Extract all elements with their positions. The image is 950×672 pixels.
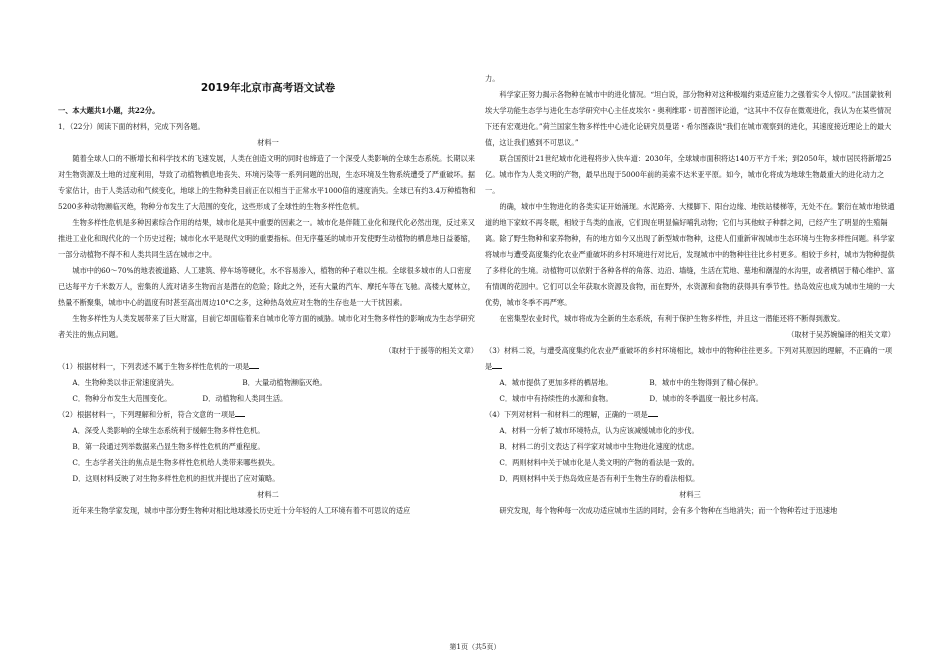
- material3-label: 材料三: [679, 490, 701, 499]
- material1-paragraph: 生物多样性危机是多种因素综合作用的结果，城市化是其中重要的因素之一。城市化是伴随工业化和现代化必然出现，反过来又推进工业化和现代化的一个历史过程；城市化水平是现代文明的重要指标。但无序蔓延的城市开发使野生动植物的栖息地日益萎缩，一部分动植物不得不和人类共同生活在城市之中。: [58, 218, 475, 259]
- material2-paragraph: 科学家正努力揭示各物种在城市中的进化情况。“坦白说，部分物种对这种极端约束适应能力之强着实令人惊叹。”法国蒙彼利埃大学功能生态学与进化生态学研究中心主任皮埃尔・奥利维耶・切普图评论道，“这其中不仅存在微观进化，我认为在某些情况下还有宏观进化。”荷兰国家生物多样性中心进化论研究员曼诺・希尔图森说“我们在城市观察到的进化，其速度接近理论上的最大值，这让我们感到不可思议。”: [485, 90, 892, 147]
- material2-paragraph: 近年来生物学家发现，城市中部分野生物种对相比地球漫长历史近十分年轻的人工环境有着不可思议的适应: [72, 506, 411, 515]
- option-b[interactable]: B．城市中的生物得到了精心保护。: [649, 378, 763, 387]
- material2-paragraph: 的确，城市中生物进化的各类实证开始涌现。水泥路旁、大楼脚下、阳台边缘、地铁站楼梯等，无处不在。繁衍在城市地铁通道的地下家蚊不再冬眠，相较于鸟类的血液，它们现在明显偏好哺乳动物；它们与其他蚊子种群之间，已经产生了明显的生殖隔离。除了野生物种和家养物种，有的地方如今又出现了新型城市物种，这使人们重新审视城市生态环境与生物多样性问题。科学家将城市与遭受高度集约化农业严重破坏的乡村环境进行对比后，发现城市中的物种往往比乡村更多。相较于乡村，城市为物种提供了多样化的生境。动植物可以依附于各种各样的角落、边沿、墙缝，生活在荒地、墓地和潮湿的水沟里，或者栖居于精心维护、富有情调的花园中。它们可以全年获取水资源及食物，而在野外，水资源和食物的获得具有季节性。热岛效应也成为城市生境的一大优势，城市冬季不再严寒。: [485, 202, 895, 307]
- answer-blank[interactable]: [492, 360, 502, 369]
- material2-paragraph: 在密集型农业时代，城市将成为全新的生态系统，有利于保护生物多样性，并且这一潜能还将不断得到激发。: [499, 314, 845, 323]
- right-column: [485, 0, 895, 519]
- material1-source: （取材于于援等的相关文章）: [384, 346, 478, 355]
- material3-paragraph: 研究发现，每个物种每一次成功适应城市生活的同时，会有多个物种在当地消失；而一个物种若过于迅速地: [499, 506, 838, 515]
- section-header: 一、本大题共1小题，共22分。: [58, 106, 160, 115]
- option-a[interactable]: A．城市提供了更加多样的栖居地。: [499, 378, 613, 387]
- answer-blank[interactable]: [235, 408, 245, 417]
- question-2-stem: （2）根据材料一，下列理解和分析，符合文意的一项是: [58, 407, 478, 423]
- question-3-stem: （3）材料二说，与遭受高度集约化农业严重破坏的乡村环境相比，城市中的物种往往更多。下列对其原因的理解，不正确的一项是: [485, 346, 893, 371]
- option-c[interactable]: C．城市中有持续性的水源和食物。: [499, 394, 613, 403]
- material1-label: 材料一: [257, 138, 279, 147]
- material2-paragraph-continued: 力。: [485, 74, 500, 83]
- option-a[interactable]: A．深受人类影响的全球生态系统利于缓解生物多样性危机。: [72, 426, 265, 435]
- question-intro: 1．（22分）阅读下面的材料，完成下列各题。: [58, 122, 205, 131]
- question-3-options: [485, 391, 895, 407]
- option-c[interactable]: C．物种分布发生大范围变化。: [72, 394, 172, 403]
- material2-paragraph: 联合国预计21世纪城市化进程将步入快车道：2030年，全球城市面积将达140万平方千米；到2050年，城市居民将新增25亿。城市作为人类文明的产物，最早出现于5000年前的美索不达米亚平原。如今，城市化将成为地球生物最重大的进化动力之一。: [485, 154, 892, 195]
- material1-paragraph: 随着全球人口的不断增长和科学技术的飞速发展，人类在创造文明的同时也缔造了一个深受人类影响的全球生态系统。长期以来对生物资源及土地的过度利用，导致了动植物栖息地丧失、环境污染等一系列问题的出现，生态环境及生物系统遭受了严重破坏。据专家估计，由于人类活动和气候变化，地球上的生物种类目前正在以相当于正常水平1000倍的速度消失。全球已有约3.4万种植物和5200多种动物濒临灭绝，物种分布发生了大范围的变化，这些形成了全球性的生物多样性危机。: [58, 154, 476, 211]
- option-b[interactable]: B．第一段通过列举数据来凸显生物多样性危机的严重程度。: [72, 442, 265, 451]
- option-d[interactable]: D．两则材料中关于热岛效应是否有利于生物生存的看法相似。: [499, 474, 700, 483]
- answer-blank[interactable]: [648, 408, 658, 417]
- option-b[interactable]: B．大量动植物濒临灭绝。: [242, 378, 327, 387]
- option-d[interactable]: D．城市的冬季温度一般比乡村高。: [649, 394, 763, 403]
- material1-paragraph: 城市中的60～70%的地表被道路、人工建筑、停车场等硬化，水不容易渗入，植物的种子难以生根。全球很多城市的人口密度已达每平方千米数万人，密集的人流对诸多生物而言是潜在的危险；除此之外，还有大量的汽车、摩托车等在飞驰。高楼大厦林立，热量不断聚集，城市中心的温度有时甚至高出周边10°C之多，这种热岛效应对生物的生存也是一大干扰因素。: [58, 266, 475, 307]
- option-c[interactable]: C．两则材料中关于城市化是人类文明的产物的看法是一致的。: [499, 458, 699, 467]
- material1-paragraph: 生物多样性为人类发展带来了巨大财富，目前它却面临着来自城市化等方面的威胁。城市化对生物多样性的影响成为生态学研究者关注的焦点问题。: [58, 314, 475, 339]
- exam-title: 2019年北京市高考语文试卷: [200, 82, 336, 94]
- left-column: [58, 0, 478, 519]
- material2-label: 材料二: [257, 490, 279, 499]
- question-1-options: [58, 375, 478, 391]
- option-d[interactable]: D．动植物和人类同生活。: [202, 394, 288, 403]
- option-b[interactable]: B．材料二的引文表达了科学家对城市中生物进化速度的忧虑。: [499, 442, 699, 451]
- material2-source: （取材于吴苏婉编译的相关文章）: [787, 330, 895, 339]
- question-4-stem: （4）下列对材料一和材料二的理解，正确的一项是: [485, 407, 895, 423]
- option-a[interactable]: A．材料一分析了城市环境特点，认为应该减缓城市化的步伐。: [499, 426, 699, 435]
- question-1-options: [58, 391, 478, 407]
- option-c[interactable]: C．生态学者关注的焦点是生物多样性危机给人类带来哪些损失。: [72, 458, 280, 467]
- question-1-stem: （1）根据材料一，下列表述不属于生物多样性危机的一项是: [58, 359, 478, 375]
- answer-blank[interactable]: [249, 360, 259, 369]
- option-d[interactable]: D．这则材料反映了对生物多样性危机的担忧并提出了应对策略。: [72, 474, 280, 483]
- option-a[interactable]: A．生物种类以非正常速度消失。: [72, 378, 179, 387]
- question-3-options: [485, 375, 895, 391]
- page-footer: 第1页（共5页）: [449, 643, 501, 651]
